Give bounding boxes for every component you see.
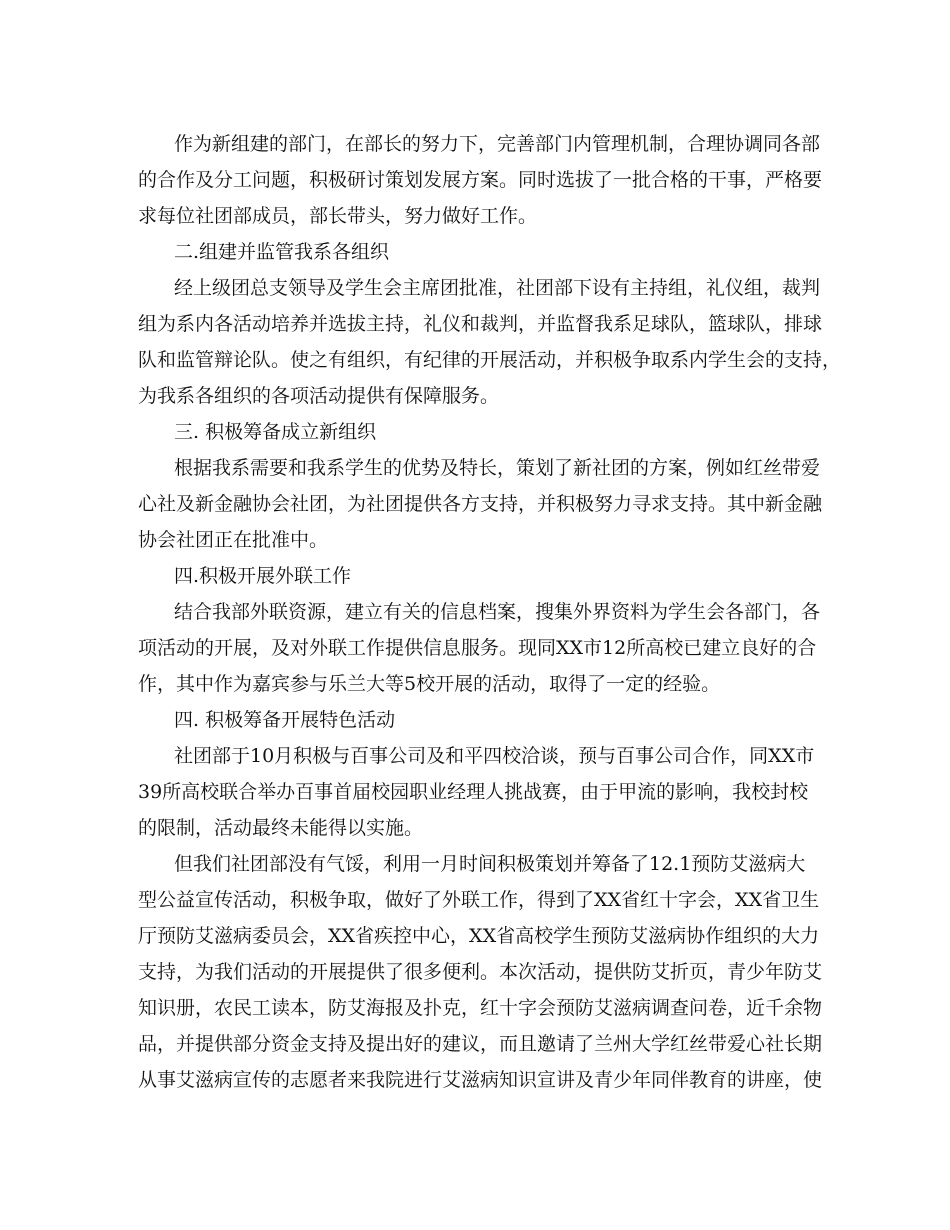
section-heading-3: 三. 积极筹备成立新组织: [174, 421, 377, 443]
paragraph-4-line-3: 作，其中作为嘉宾参与乐兰大等5校开展的活动，取得了一定的经验。: [138, 673, 721, 695]
paragraph-4-line-1: 结合我部外联资源，建立有关的信息档案，搜集外界资料为学生会各部门，各: [174, 601, 821, 623]
paragraph-1-line-3: 求每位社团部成员，部长带头，努力做好工作。: [138, 205, 538, 227]
paragraph-3-line-3: 协会社团正在批准中。: [138, 529, 329, 551]
paragraph-6-line-1: 但我们社团部没有气馁，利用一月时间积极策划并筹备了12.1预防艾滋病大: [174, 853, 806, 875]
paragraph-1-line-1: 作为新组建的部门，在部长的努力下，完善部门内管理机制，合理协调同各部: [174, 133, 821, 155]
paragraph-1-line-2: 的合作及分工问题，积极研讨策划发展方案。同时选拔了一批合格的干事，严格要: [138, 169, 823, 191]
paragraph-6-line-2: 型公益宣传活动，积极争取，做好了外联工作，得到了XX省红十字会，XX省卫生: [138, 889, 820, 911]
paragraph-5-line-3: 的限制，活动最终未能得以实施。: [138, 817, 424, 839]
paragraph-3-line-2: 心社及新金融协会社团，为社团提供各方支持，并积极努力寻求支持。其中新金融: [138, 493, 823, 515]
paragraph-6-line-5: 知识册，农民工读本，防艾海报及扑克，红十字会预防艾滋病调查问卷，近千余物: [138, 997, 823, 1019]
section-heading-4: 四.积极开展外联工作: [174, 565, 352, 587]
paragraph-6-line-7: 从事艾滋病宣传的志愿者来我院进行艾滋病知识宣讲及青少年同伴教育的讲座，使: [138, 1069, 823, 1091]
paragraph-2-line-2: 组为系内各活动培养并选拔主持，礼仪和裁判，并监督我系足球队，篮球队，排球: [138, 313, 823, 335]
section-heading-2: 二.组建并监管我系各组织: [174, 241, 390, 263]
paragraph-6-line-3: 厅预防艾滋病委员会，XX省疾控中心，XX省高校学生预防艾滋病协作组织的大力: [138, 925, 820, 947]
section-heading-5: 四. 积极筹备开展特色活动: [174, 709, 396, 731]
paragraph-6-line-6: 品，并提供部分资金支持及提出好的建议，而且邀请了兰州大学红丝带爱心社长期: [138, 1033, 823, 1055]
paragraph-3-line-1: 根据我系需要和我系学生的优势及特长，策划了新社团的方案，例如红丝带爱: [174, 457, 821, 479]
paragraph-4-line-2: 项活动的开展，及对外联工作提供信息服务。现同XX市12所高校已建立良好的合: [138, 637, 817, 659]
paragraph-2-line-4: 为我系各组织的各项活动提供有保障服务。: [138, 385, 500, 407]
paragraph-2-line-1: 经上级团总支领导及学生会主席团批准，社团部下设有主持组，礼仪组，裁判: [174, 277, 821, 299]
paragraph-6-line-4: 支持，为我们活动的开展提供了很多便利。本次活动，提供防艾折页，青少年防艾: [138, 961, 823, 983]
paragraph-5-line-2: 39所高校联合举办百事首届校园职业经理人挑战赛，由于甲流的影响，我校封校: [138, 781, 809, 803]
paragraph-2-line-3: 队和监管辩论队。使之有组织，有纪律的开展活动，并积极争取系内学生会的支持，: [138, 349, 842, 371]
paragraph-5-line-1: 社团部于10月积极与百事公司及和平四校洽谈，预与百事公司合作，同XX市: [174, 745, 815, 767]
